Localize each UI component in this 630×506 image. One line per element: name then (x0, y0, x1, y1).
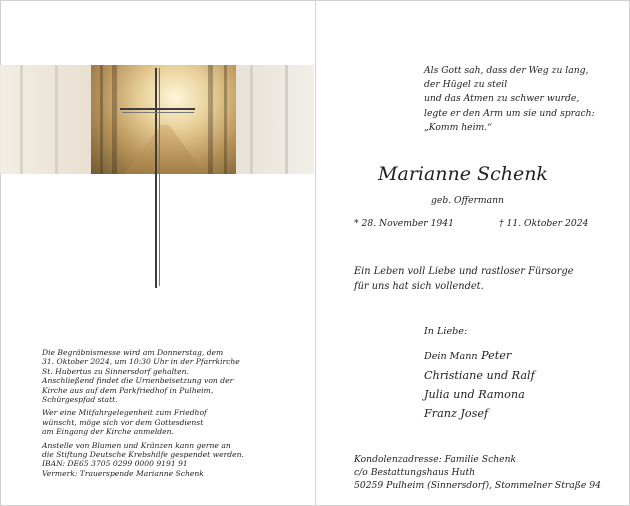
notice-paragraph: Wer eine Mitfahrgelegenheit zum Friedhof wünscht, möge sich vor dem Gottesdienst am Eingang der Kirche anmelden. (42, 408, 207, 437)
mourner-name: Peter (481, 349, 512, 362)
life-summary: Ein Leben voll Liebe und rastloser Fürsorge für uns hat sich vollendet. (354, 266, 574, 292)
deceased-name (0, 163, 630, 185)
poem: Als Gott sah, dass der Weg zu lang, der Hügel zu steil und das Atmen zu schwer wurde, legte er den Arm um sie und sprach: „Komm heim.“ (424, 65, 595, 133)
mourner-name: Franz Josef (424, 407, 489, 420)
mourner-line (424, 346, 535, 366)
notice-paragraph: Die Begräbnismesse wird am Donnerstag, dem 31. Oktober 2024, um 10:30 Uhr in der Pfarrkirche St. Hubertus zu Sinnersdorf gehalten. Anschließend findet die Urnenbeisetzung von der Kirche aus auf dem Parkfriedhof in Pulheim, Schürgespfad statt. (42, 348, 240, 405)
condolence-address: Kondolenzadresse: Familie Schenk c/o Bestattungshaus Huth 50259 Pulheim (Sinnersdorf), Stommelner Straße 94 (354, 454, 601, 491)
birth-date: * 28. November 1941 (354, 218, 454, 229)
funeral-notice (42, 348, 272, 482)
mourner-prefix: Dein Mann (424, 351, 478, 362)
notice-paragraph: Anstelle von Blumen und Kränzen kann gerne an die Stiftung Deutsche Krebshilfe gespendet werden. IBAN: DE65 3705 0299 0000 9191 91 Vermerk: Trauerspende Marianne Schenk (42, 440, 244, 478)
forest-path-photo (0, 65, 314, 174)
fold-line (315, 0, 316, 506)
name-text: Marianne Schenk (378, 163, 548, 185)
mourners-list (424, 346, 535, 423)
cross-horizontal-beam-shadow (122, 112, 194, 113)
mourner-name: Julia und Ramona (424, 388, 525, 401)
cross-horizontal-beam (120, 108, 195, 110)
mourners-heading: In Liebe: (424, 326, 468, 337)
death-date: † 11. Oktober 2024 (499, 218, 589, 229)
maiden-name: geb. Offermann (431, 195, 504, 206)
mourner-name: Christiane und Ralf (424, 369, 535, 382)
